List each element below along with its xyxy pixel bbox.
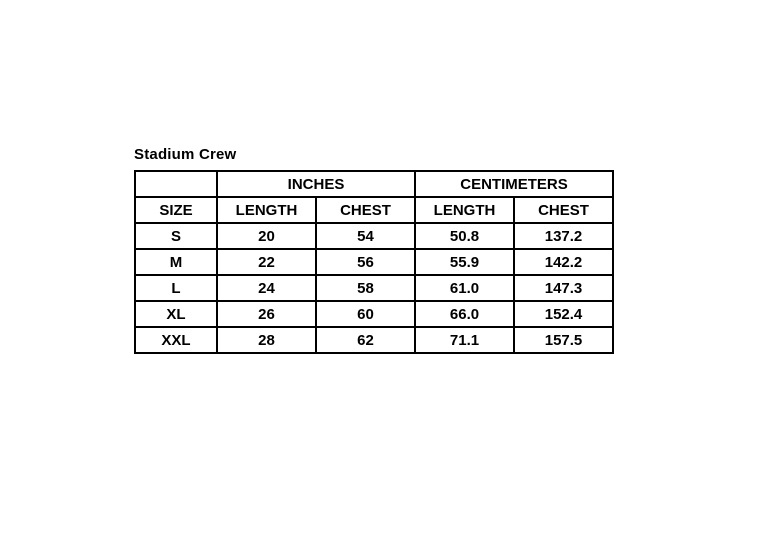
- page-title: Stadium Crew: [134, 146, 237, 163]
- column-header-inches-chest: CHEST: [316, 197, 415, 223]
- cell-size: M: [135, 249, 217, 275]
- group-header-blank: [135, 171, 217, 197]
- cell-cm-chest: 147.3: [514, 275, 613, 301]
- table-row: [135, 327, 613, 353]
- cell-inches-chest: 60: [316, 301, 415, 327]
- column-header-cm-length: LENGTH: [415, 197, 514, 223]
- cell-size: L: [135, 275, 217, 301]
- cell-cm-length: 71.1: [415, 327, 514, 353]
- cell-inches-length: 26: [217, 301, 316, 327]
- table-header: [135, 171, 613, 223]
- cell-cm-length: 55.9: [415, 249, 514, 275]
- table-group-header-row: [135, 171, 613, 197]
- table-row: [135, 301, 613, 327]
- cell-inches-chest: 56: [316, 249, 415, 275]
- size-chart-table: [134, 170, 614, 354]
- cell-size: S: [135, 223, 217, 249]
- cell-inches-length: 22: [217, 249, 316, 275]
- cell-cm-chest: 137.2: [514, 223, 613, 249]
- table-row: [135, 223, 613, 249]
- cell-size: XL: [135, 301, 217, 327]
- cell-inches-chest: 54: [316, 223, 415, 249]
- column-header-size: SIZE: [135, 197, 217, 223]
- cell-inches-chest: 58: [316, 275, 415, 301]
- cell-size: XXL: [135, 327, 217, 353]
- cell-cm-length: 66.0: [415, 301, 514, 327]
- cell-cm-chest: 152.4: [514, 301, 613, 327]
- group-header-centimeters: CENTIMETERS: [415, 171, 613, 197]
- cell-cm-length: 61.0: [415, 275, 514, 301]
- cell-cm-chest: 157.5: [514, 327, 613, 353]
- table-row: [135, 275, 613, 301]
- column-header-cm-chest: CHEST: [514, 197, 613, 223]
- cell-inches-length: 20: [217, 223, 316, 249]
- cell-cm-chest: 142.2: [514, 249, 613, 275]
- cell-inches-length: 28: [217, 327, 316, 353]
- table-row: [135, 249, 613, 275]
- column-header-inches-length: LENGTH: [217, 197, 316, 223]
- group-header-inches: INCHES: [217, 171, 415, 197]
- cell-cm-length: 50.8: [415, 223, 514, 249]
- table-body: [135, 223, 613, 353]
- cell-inches-chest: 62: [316, 327, 415, 353]
- cell-inches-length: 24: [217, 275, 316, 301]
- table-column-header-row: [135, 197, 613, 223]
